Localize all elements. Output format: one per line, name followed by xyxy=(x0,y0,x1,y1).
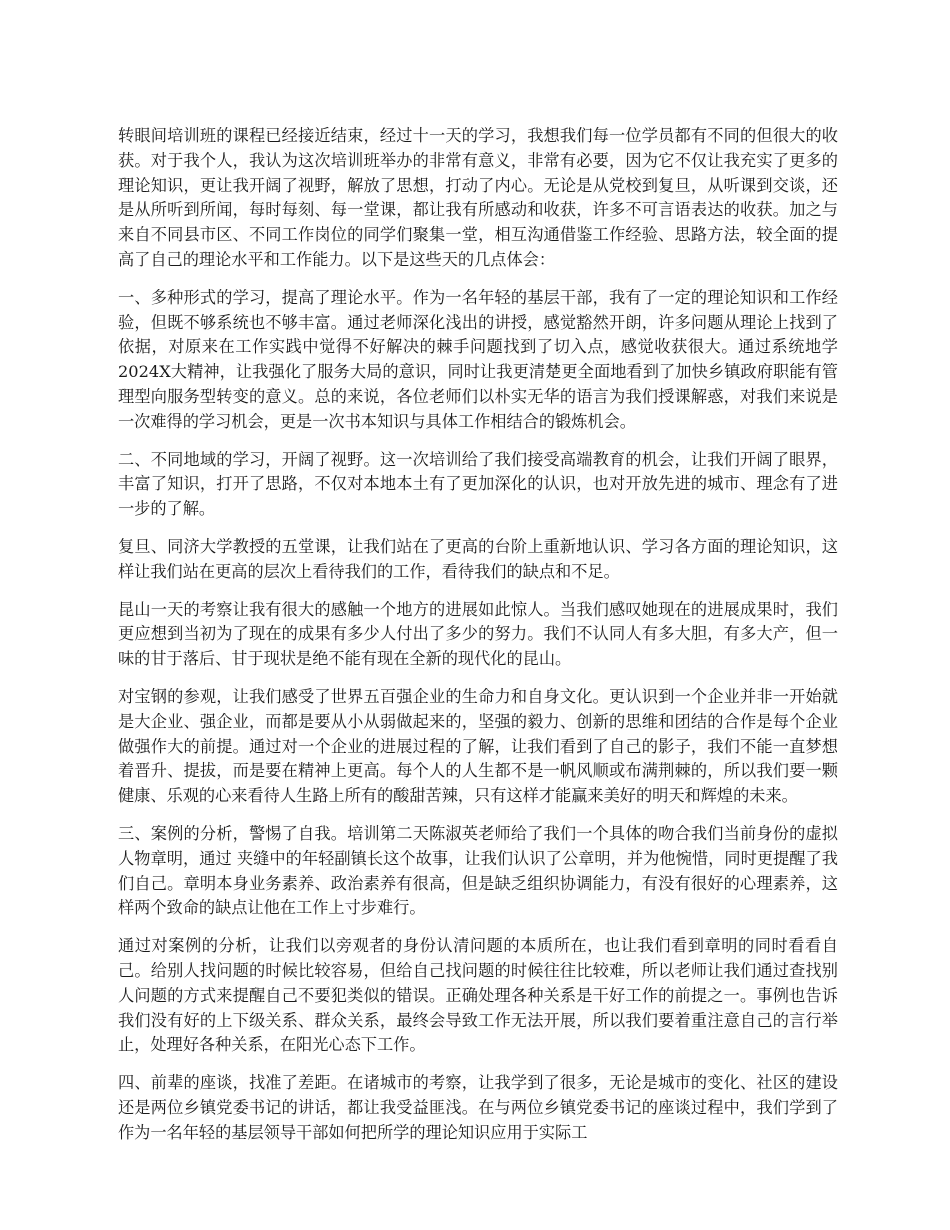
paragraph-baosteel: 对宝钢的参观，让我们感受了世界五百强企业的生命力和自身文化。更认识到一个企业并非一开始就是大企业、强企业，而都是要从小从弱做起来的，坚强的毅力、创新的思维和团结的合作是每个企业做强作大的前提。通过对一个企业的进展过程的了解，让我们看到了自己的影子，我们不能一直梦想着晋升、提拔，而是要在精神上更高。每个人的人生都不是一帆风顺或布满荆棘的，所以我们要一颗健康、乐观的心来看待人生路上所有的酸甜苦辣，只有这样才能赢来美好的明天和辉煌的未来。 xyxy=(118,686,838,806)
paragraph-section-3: 三、案例的分析，警惕了自我。培训第二天陈淑英老师给了我们一个具体的吻合我们当前身份的虚拟人物章明，通过 夹缝中的年轻副镇长这个故事，让我们认识了公章明，并为他惋惜，同时更提醒了我们自己。章明本身业务素养、政治素养有很高，但是缺乏组织协调能力，有没有很好的心理素养，这样两个致命的缺点让他在工作上寸步难行。 xyxy=(118,823,838,918)
paragraph-intro: 转眼间培训班的课程已经接近结束，经过十一天的学习，我想我们每一位学员都有不同的但很大的收获。对于我个人，我认为这次培训班举办的非常有意义，非常有必要，因为它不仅让我充实了更多的理论知识，更让我开阔了视野，解放了思想，打动了内心。无论是从党校到复旦，从听课到交谈，还是从所听到所闻，每时每刻、每一堂课，都让我有所感动和收获，许多不可言语表达的收获。加之与来自不同县市区、不同工作岗位的同学们聚集一堂，相互沟通借鉴工作经验、思路方法，较全面的提高了自己的理论水平和工作能力。以下是这些天的几点体会： xyxy=(118,126,838,269)
paragraph-fudan: 复旦、同济大学教授的五堂课，让我们站在了更高的台阶上重新地认识、学习各方面的理论知识，这样让我们站在更高的层次上看待我们的工作，看待我们的缺点和不足。 xyxy=(118,536,838,581)
document-body xyxy=(118,124,838,1158)
paragraph-kunshan: 昆山一天的考察让我有很大的感触一个地方的进展如此惊人。当我们感叹她现在的进展成果时，我们更应想到当初为了现在的成果有多少人付出了多少的努力。我们不认同人有多大胆，有多大产，但一味的甘于落后、甘于现状是绝不能有现在全新的现代化的昆山。 xyxy=(118,599,838,669)
paragraph-section-2: 二、不同地域的学习，开阔了视野。这一次培训给了我们接受高端教育的机会，让我们开阔了眼界，丰富了知识，打开了思路，不仅对本地本土有了更加深化的认识，也对开放先进的城市、理念有了进一步的了解。 xyxy=(118,449,838,519)
paragraph-section-1: 一、多种形式的学习，提高了理论水平。作为一名年轻的基层干部，我有了一定的理论知识和工作经验，但既不够系统也不够丰富。通过老师深化浅出的讲授，感觉豁然开朗，许多问题从理论上找到了依据，对原来在工作实践中觉得不好解决的棘手问题找到了切入点，感觉收获很大。通过系统地学2024X大精神，让我强化了服务大局的意识，同时让我更清楚更全面地看到了加快乡镇政府职能有管理型向服务型转变的意义。总的来说，各位老师们以朴实无华的语言为我们授课解惑，对我们来说是一次难得的学习机会，更是一次书本知识与具体工作相结合的锻炼机会。 xyxy=(118,287,838,431)
paragraph-case-analysis: 通过对案例的分析，让我们以旁观者的身份认清问题的本质所在，也让我们看到章明的同时看看自己。给别人找问题的时候比较容易，但给自己找问题的时候往往比较难，所以老师让我们通过查找别人问题的方式来提醒自己不要犯类似的错误。正确处理各种关系是干好工作的前提之一。事例也告诉我们没有好的上下级关系、群众关系，最终会导致工作无法开展，所以我们要着重注意自己的言行举止，处理好各种关系，在阳光心态下工作。 xyxy=(118,936,838,1055)
paragraph-section-4: 四、前辈的座谈，找准了差距。在诸城市的考察，让我学到了很多，无论是城市的变化、社区的建设还是两位乡镇党委书记的讲话，都让我受益匪浅。在与两位乡镇党委书记的座谈过程中，我们学到了作为一名年轻的基层领导干部如何把所学的理论知识应用于实际工 xyxy=(118,1073,838,1142)
